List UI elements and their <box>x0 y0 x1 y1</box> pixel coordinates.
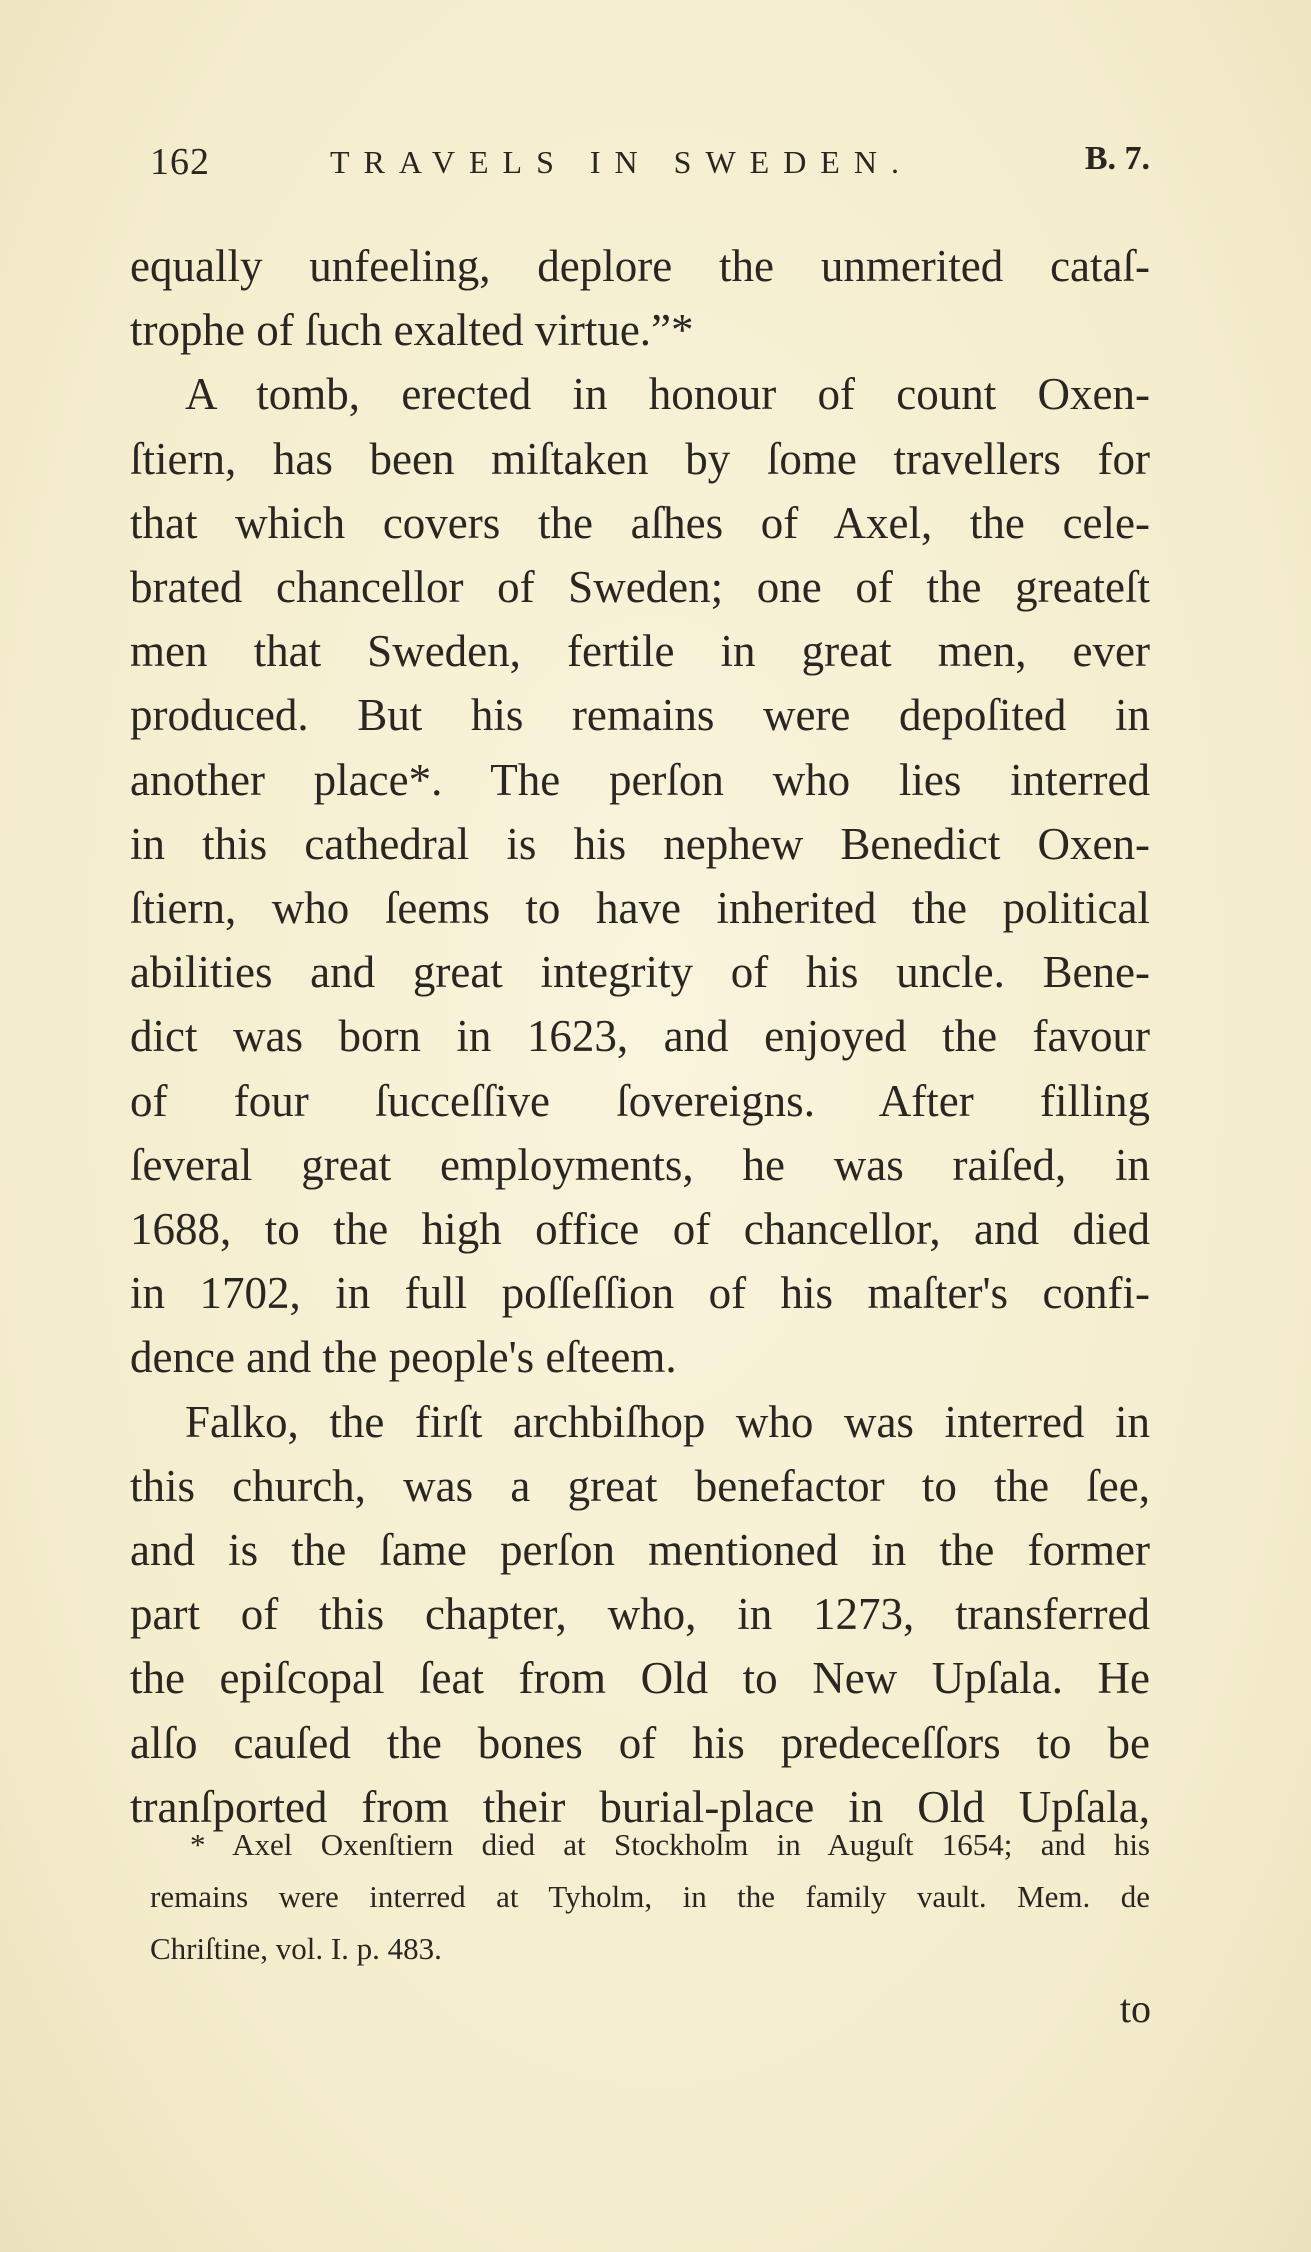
text-line: ſeveral great employments, he was raiſed, in <box>130 1139 1150 1190</box>
footnote-line: Chriſtine, vol. I. p. 483. <box>150 1931 442 1966</box>
text-line: in 1702, in full poſſeſſion of his maſter's confi- <box>130 1268 1150 1319</box>
text-line: of four ſucceſſive ſovereigns. After filling <box>130 1075 1150 1126</box>
text-line: dence and the people's eſteem. <box>130 1332 677 1383</box>
text-line: trophe of ſuch exalted virtue.”* <box>130 305 694 356</box>
text-line: 1688, to the high office of chancellor, and died <box>130 1204 1150 1254</box>
running-title: TRAVELS IN SWEDEN. <box>330 144 913 180</box>
footnote-line: remains were interred at Tyholm, in the family vault. Mem. de <box>150 1879 1150 1914</box>
text-line: and is the ſame perſon mentioned in the former <box>130 1525 1150 1575</box>
text-line: alſo cauſed the bones of his predeceſſors to be <box>130 1717 1150 1768</box>
text-line: the epiſcopal ſeat from Old to New Upſala. He <box>130 1653 1150 1704</box>
text-line: A tomb, erected in honour of count Oxen- <box>185 369 1150 420</box>
text-line: dict was born in 1623, and enjoyed the favour <box>130 1011 1150 1062</box>
text-line: men that Sweden, fertile in great men, ever <box>130 626 1150 677</box>
text-line: Falko, the firſt archbiſhop who was interred in <box>185 1396 1150 1447</box>
text-line: another place*. The perſon who lies interred <box>130 754 1150 805</box>
text-line: equally unfeeling, deplore the unmerited cataſ- <box>130 241 1150 291</box>
text-line: abilities and great integrity of his uncle. Bene- <box>130 947 1150 998</box>
running-header <box>150 140 1150 190</box>
page-number: 162 <box>150 141 210 183</box>
text-line: part of this chapter, who, in 1273, transferred <box>130 1589 1150 1640</box>
text-line: this church, was a great benefactor to the ſee, <box>130 1460 1150 1511</box>
text-line: that which covers the aſhes of Axel, the cele- <box>130 497 1150 548</box>
text-line: ſtiern, who ſeems to have inherited the political <box>130 883 1150 933</box>
text-line: brated chancellor of Sweden; one of the greateſt <box>130 562 1150 612</box>
text-line: tranſported from their burial-place in Old Upſala, <box>130 1781 1150 1832</box>
text-line: in this cathedral is his nephew Benedict Oxen- <box>130 818 1150 869</box>
text-line: produced. But his remains were depoſited in <box>130 690 1150 741</box>
text-line: ſtiern, has been miſtaken by ſome travellers for <box>130 433 1150 484</box>
book-number: B. 7. <box>1084 140 1150 177</box>
footnote-line: * Axel Oxenſtiern died at Stockholm in Auguſt 1654; and his <box>190 1827 1150 1862</box>
catchword: to <box>1119 1986 1151 2031</box>
